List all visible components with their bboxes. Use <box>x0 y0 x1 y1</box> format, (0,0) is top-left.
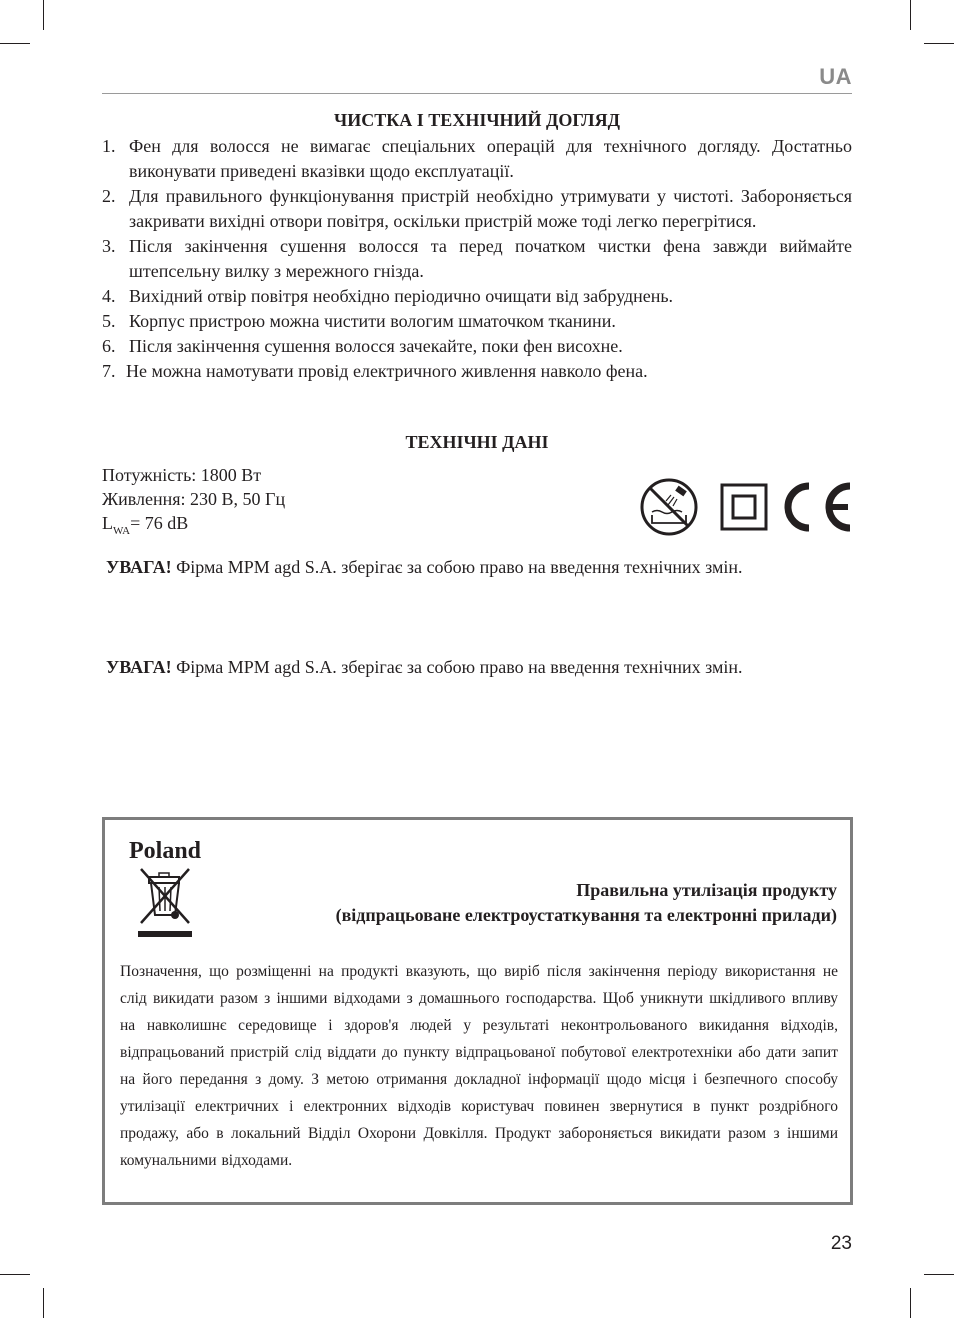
list-item-number: 4. <box>102 286 116 306</box>
disposal-title <box>336 878 837 928</box>
crop-mark-tl-v <box>43 0 44 30</box>
warning-note <box>106 557 743 578</box>
list-item-text: Корпус пристрою можна чистити вологим шматочком тканини. <box>129 311 616 331</box>
list-item <box>102 134 852 184</box>
warning-label: УВАГА! <box>106 557 172 577</box>
list-item-text: Для правильного функціонування пристрій необхідно утримувати у чистоті. Забороняється закривати вихідні отвори повітря, оскільки пристрій може тоді легко перегрітися. <box>129 186 852 231</box>
list-item <box>102 334 852 359</box>
disposal-title-line2: (відпрацьоване електроустаткування та електронні прилади) <box>335 905 837 925</box>
double-insulation-icon <box>722 485 766 529</box>
warning-note <box>106 657 743 678</box>
disposal-box <box>102 817 853 1205</box>
page-number: 23 <box>830 1233 852 1254</box>
list-item <box>102 359 852 384</box>
crop-mark-tl-h <box>0 43 30 44</box>
tech-heading: ТЕХНІЧНІ ДАНІ <box>405 432 549 452</box>
warning-label: УВАГА! <box>106 657 172 677</box>
spec-sound-l: L <box>102 513 113 533</box>
disposal-title-line1: Правильна утилізація продукту <box>576 880 837 900</box>
list-item-number: 3. <box>102 236 116 256</box>
ce-mark-icon <box>788 486 850 528</box>
list-item-text: Вихідний отвір повітря необхідно періодично очищати від забруднень. <box>129 286 674 306</box>
list-item-text: Фен для волосся не вимагає спеціальних операцій для технічного догляду. Достатньо виконувати приведені вказівки щодо експлуатації. <box>129 136 852 181</box>
spec-sound-value: = 76 dB <box>130 513 189 533</box>
list-item-number: 7. <box>102 361 116 381</box>
language-tag: UA <box>819 64 852 89</box>
spec-supply: Живлення: 230 В, 50 Гц <box>102 489 286 509</box>
list-item <box>102 309 852 334</box>
crop-mark-bl-h <box>0 1274 30 1275</box>
crop-mark-br-v <box>910 1288 911 1318</box>
crop-mark-br-h <box>924 1274 954 1275</box>
crop-mark-tr-v <box>910 0 911 30</box>
certification-icons <box>638 477 852 537</box>
spec-power: Потужність: 1800 Вт <box>102 465 262 485</box>
list-item <box>102 284 852 309</box>
spec-sound-level <box>102 511 188 543</box>
warning-text: Фірма MPM agd S.A. зберігає за собою право на введення технічних змін. <box>171 657 743 677</box>
list-item-number: 1. <box>102 136 116 156</box>
crop-mark-bl-v <box>43 1288 44 1318</box>
disposal-country: Poland <box>129 838 202 864</box>
list-item-number: 5. <box>102 311 116 331</box>
crop-mark-tr-h <box>924 43 954 44</box>
header-rule <box>102 93 852 94</box>
spec-sound-sub: WA <box>113 525 131 537</box>
list-item-text: Не можна намотувати провід електричного живлення навколо фена. <box>126 361 648 381</box>
list-item-text: Після закінчення сушення волосся та перед початком чистки фена завжди виймайте штепсельну вилку з мережного гнізда. <box>129 236 852 281</box>
cleaning-heading: ЧИСТКА І ТЕХНІЧНИЙ ДОГЛЯД <box>334 110 620 130</box>
list-item-number: 2. <box>102 186 116 206</box>
cleaning-steps-list <box>102 134 852 384</box>
list-item <box>102 184 852 234</box>
list-item-number: 6. <box>102 336 116 356</box>
crossed-out-bin-icon <box>135 865 195 940</box>
warning-text: Фірма MPM agd S.A. зберігає за собою право на введення технічних змін. <box>171 557 743 577</box>
disposal-body: Позначення, що розміщенні на продукті вказують, що виріб після закінчення періоду використання не слід викидати разом з іншими відходами з домашнього господарства. Щоб уникнути шкідливого впливу на навколишнє середовище і здоров'я людей у результаті неконтрольованого викидання відходів, відпрацьований пристрій слід віддати до пункту відпрацьованої побутової електротехніки або дати запит на його передання з дому. З метою отримання докладної інформації щодо місця і безпечного способу утилізації електричних і електронних відходів користувач повинен звернутися в пункт роздрібного продажу, або в локальний Відділ Охорони Довкілля. Продукт забороняється викидати разом з іншими комунальними відходами. <box>120 963 838 1169</box>
list-item <box>102 234 852 284</box>
no-bath-water-icon <box>642 480 696 534</box>
list-item-text: Після закінчення сушення волосся зачекайте, поки фен висохне. <box>129 336 623 356</box>
